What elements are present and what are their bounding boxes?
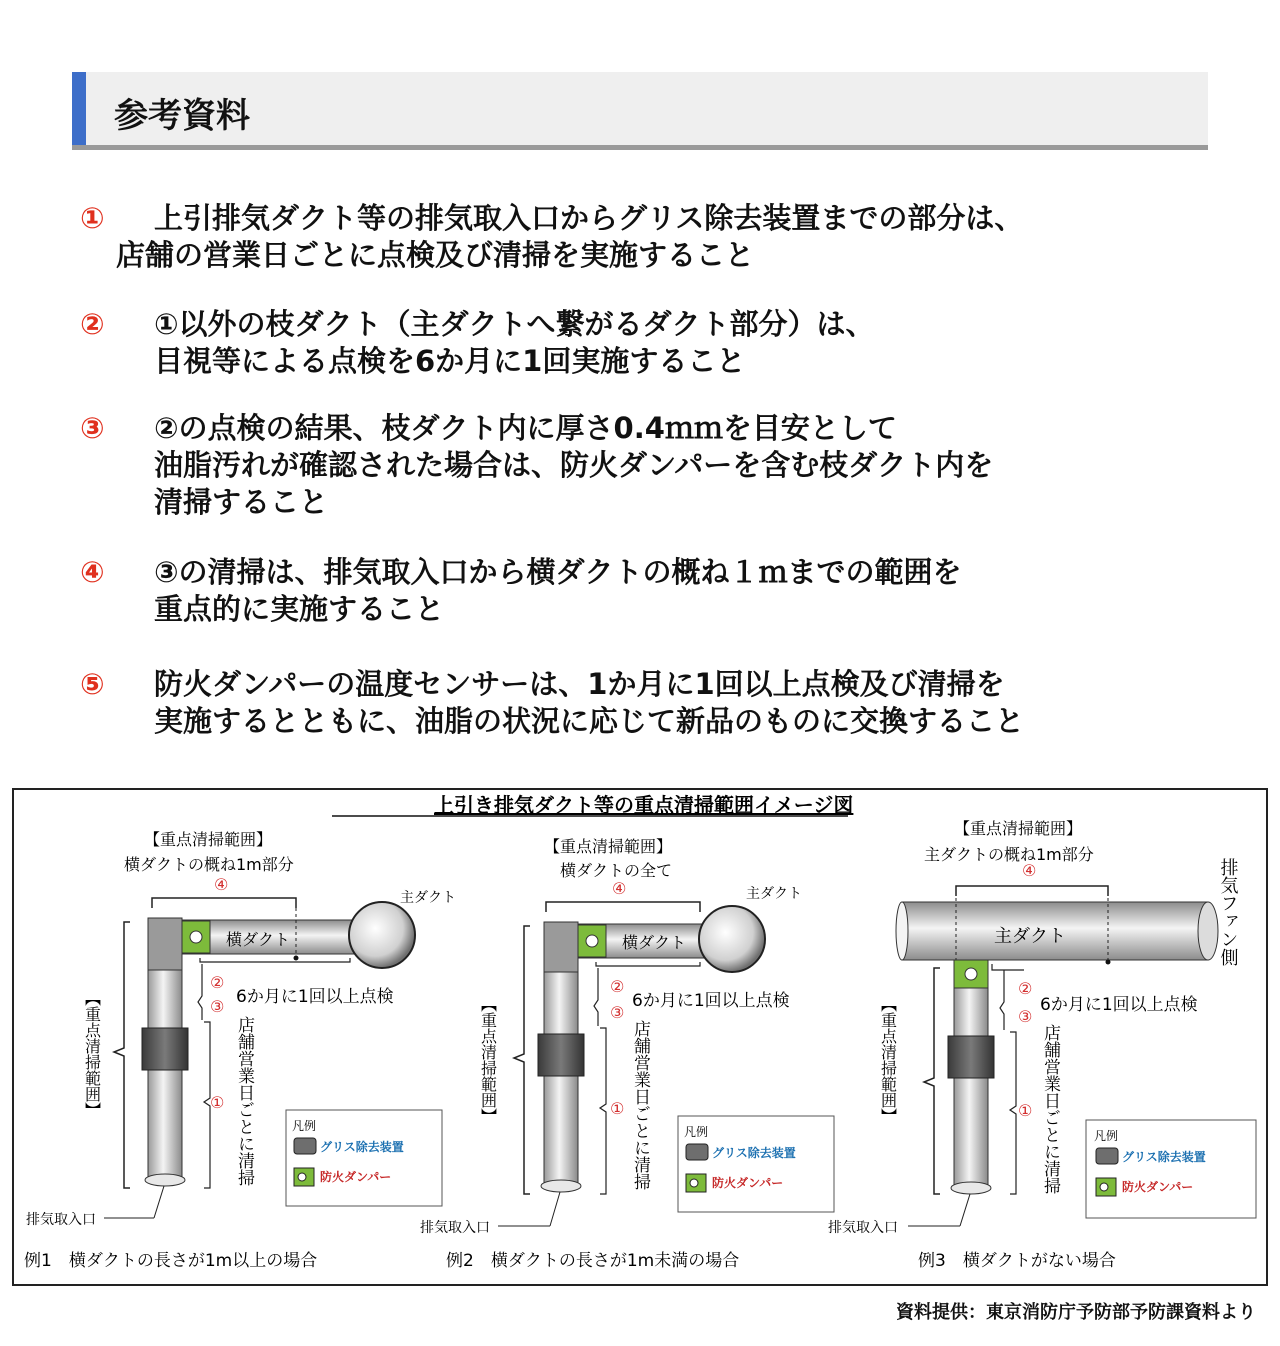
marker-4: ④: [1022, 861, 1037, 880]
inspect-label: 6か月に1回以上点検: [1040, 995, 1198, 1015]
marker-1: ①: [610, 1099, 625, 1118]
main-duct-end: [699, 906, 765, 972]
rule-number: ③: [80, 411, 105, 445]
rule-line: 上引排気ダクト等の排気取入口からグリス除去装置までの部分は、: [154, 201, 1024, 235]
range-title: 【重点清掃範囲】: [144, 830, 273, 849]
grease-filter: [948, 1036, 994, 1078]
range-bracket-top: [546, 902, 700, 912]
main-duct-label: 主ダクト: [994, 926, 1066, 947]
fan-side-label: 排気ファン側: [1217, 858, 1239, 966]
marker-1: ①: [1018, 1101, 1033, 1120]
diagram-title: 上引き排気ダクト等の重点清掃範囲イメージ図: [434, 793, 854, 817]
range-subtitle: 主ダクトの概ね1m部分: [924, 845, 1094, 864]
side-duct-label: 横ダクト: [622, 933, 687, 952]
rule-line: ②の点検の結果、枝ダクト内に厚さ0.4ｍｍを目安として: [154, 411, 897, 445]
inspect-bracket-v: [198, 964, 202, 1020]
rule-line: 店舗の営業日ごとに点検及び清掃を実施すること: [116, 238, 755, 272]
rule-line: ①以外の枝ダクト（主ダクトへ繋がるダクト部分）は、: [154, 307, 875, 341]
rule-line: 実施するとともに、油脂の状況に応じて新品のものに交換すること: [154, 704, 1025, 738]
range-limit-dot: [1106, 960, 1111, 965]
rule-line: 目視等による点検を6か月に1回実施すること: [154, 344, 746, 378]
rule-line: 重点的に実施すること: [154, 592, 445, 626]
range-vertical-label: 【重点清掃範囲】: [478, 996, 498, 1124]
range-bracket-left: [924, 968, 940, 1194]
legend-grease-label: グリス除去装置: [712, 1146, 796, 1160]
legend-grease-icon: [294, 1138, 316, 1154]
legend-damper-label: 防火ダンパー: [320, 1170, 392, 1184]
inspect-bracket: [596, 962, 700, 966]
legend-title: 凡例: [684, 1125, 709, 1139]
damper-icon: [1100, 1183, 1108, 1191]
inspect-label: 6か月に1回以上点検: [632, 991, 790, 1011]
legend-title: 凡例: [292, 1119, 317, 1133]
intake-label: 排気取入口: [420, 1220, 490, 1236]
marker-4: ④: [612, 879, 627, 898]
range-bracket-left: [514, 926, 530, 1194]
range-bracket-top: [152, 898, 296, 908]
intake-label: 排気取入口: [26, 1212, 96, 1228]
rule-number: ⑤: [80, 667, 105, 701]
legend-grease-label: グリス除去装置: [320, 1140, 404, 1154]
intake-end: [951, 1182, 991, 1194]
intake-pointer-diag: [550, 1192, 560, 1226]
range-subtitle: 横ダクトの概ね1m部分: [124, 855, 294, 874]
intake-pointer-diag: [154, 1186, 164, 1218]
daily-label-vertical: 店舗営業日ごとに清掃: [1040, 1024, 1060, 1194]
damper-icon: [690, 1179, 698, 1187]
intake-pointer-diag: [960, 1194, 970, 1226]
header-accent-bar: [72, 72, 86, 145]
range-vertical-label: 【重点清掃範囲】: [82, 990, 102, 1118]
rule-number: ④: [80, 555, 105, 589]
rule-line: 防火ダンパーの温度センサーは、1か月に1回以上点検及び清掃を: [154, 667, 1005, 701]
example-caption: 例2 横ダクトの長さが1m未満の場合: [446, 1251, 740, 1271]
range-title: 【重点清掃範囲】: [954, 819, 1083, 838]
legend-grease-label: グリス除去装置: [1122, 1150, 1206, 1164]
diagram-svg: [14, 790, 1266, 1284]
rule-number: ①: [80, 201, 105, 235]
legend-title: 凡例: [1094, 1129, 1119, 1143]
legend-grease-icon: [1096, 1148, 1118, 1164]
damper-icon: [190, 931, 202, 943]
inspect-bracket: [992, 964, 1024, 970]
example-1: [24, 830, 456, 1271]
inspect-label: 6か月に1回以上点検: [236, 987, 394, 1007]
main-duct-label: 主ダクト: [746, 886, 802, 902]
intake-end: [541, 1180, 581, 1192]
damper-icon: [586, 935, 598, 947]
intake-label: 排気取入口: [828, 1220, 898, 1236]
range-subtitle: 横ダクトの全て: [560, 861, 673, 880]
inspect-bracket-v: [1000, 970, 1004, 1030]
marker-2: ②: [1018, 979, 1033, 998]
marker-4: ④: [214, 875, 229, 894]
marker-3: ③: [210, 997, 225, 1016]
main-duct-end-right: [1198, 902, 1218, 960]
duct-elbow: [148, 918, 182, 970]
range-vertical-label: 【重点清掃範囲】: [878, 996, 898, 1124]
rule-number: ②: [80, 307, 105, 341]
daily-bracket: [1010, 1032, 1016, 1194]
marker-2: ②: [610, 977, 625, 996]
inspect-bracket-v: [594, 968, 598, 1026]
legend-grease-icon: [686, 1144, 708, 1160]
marker-1: ①: [210, 1093, 225, 1112]
example-3: [828, 819, 1256, 1271]
rule-line: 油脂汚れが確認された場合は、防火ダンパーを含む枝ダクト内を: [154, 448, 994, 482]
main-duct-end-left: [896, 902, 908, 960]
daily-label-vertical: 店舗営業日ごとに清掃: [234, 1016, 254, 1186]
marker-3: ③: [610, 1003, 625, 1022]
example-caption: 例1 横ダクトの長さが1m以上の場合: [24, 1251, 318, 1271]
cleaning-range-diagram: [12, 788, 1268, 1286]
main-duct-end: [349, 902, 415, 968]
example-caption: 例3 横ダクトがない場合: [918, 1251, 1116, 1271]
example-2: [420, 837, 834, 1271]
rule-line: ③の清掃は、排気取入口から横ダクトの概ね１ｍまでの範囲を: [154, 555, 962, 589]
page-title: 参考資料: [114, 96, 250, 136]
legend-damper-label: 防火ダンパー: [1122, 1180, 1194, 1194]
grease-filter: [142, 1028, 188, 1070]
source-credit: 資料提供：東京消防庁予防部予防課資料より: [896, 1302, 1256, 1323]
rule-line: 清掃すること: [154, 485, 329, 519]
inspect-bracket: [200, 958, 350, 962]
damper-icon: [965, 968, 977, 980]
side-duct-label: 横ダクト: [226, 930, 291, 949]
range-title: 【重点清掃範囲】: [544, 837, 673, 856]
daily-label-vertical: 店舗営業日ごとに清掃: [630, 1020, 650, 1190]
range-bracket-left: [114, 922, 130, 1188]
marker-3: ③: [1018, 1007, 1033, 1026]
section-header: [72, 72, 1208, 150]
range-bracket-top: [956, 886, 1108, 896]
main-duct-label: 主ダクト: [400, 890, 456, 906]
marker-2: ②: [210, 973, 225, 992]
range-limit-dot: [294, 956, 299, 961]
grease-filter: [538, 1034, 584, 1076]
legend-damper-label: 防火ダンパー: [712, 1176, 784, 1190]
daily-bracket: [600, 1028, 606, 1194]
intake-end: [145, 1174, 185, 1186]
duct-elbow: [544, 922, 578, 972]
damper-icon: [298, 1173, 306, 1181]
